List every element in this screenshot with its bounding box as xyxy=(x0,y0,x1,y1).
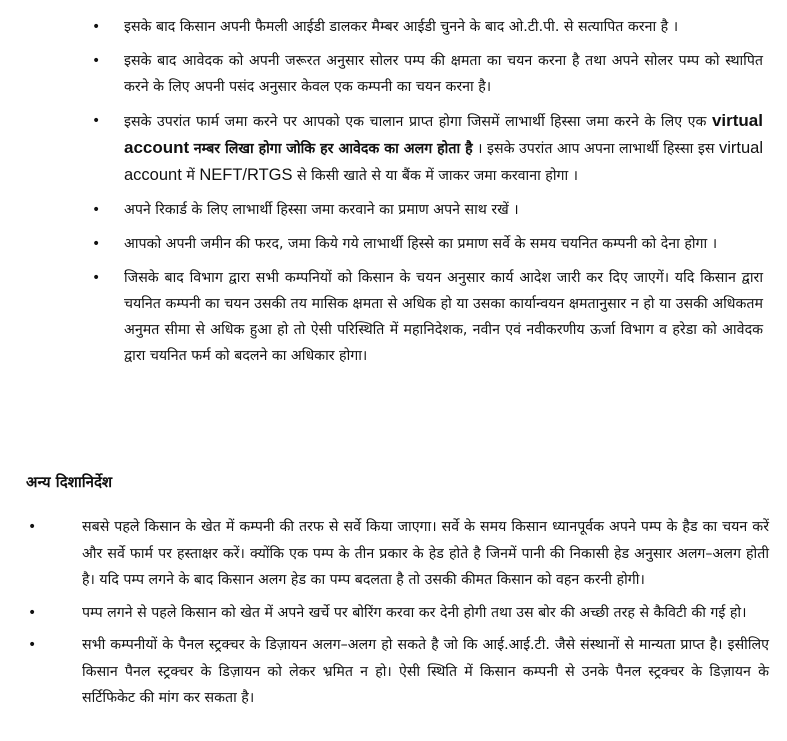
bullet-icon: • xyxy=(92,236,101,252)
list-item-text: अपने रिकार्ड के लिए लाभार्थी हिस्सा जमा करवाने का प्रमाण अपने साथ रखें । xyxy=(124,202,519,218)
list-item-text: सबसे पहले किसान के खेत में कम्पनी की तरफ से सर्वे किया जाएगा। सर्वे के समय किसान ध्यानपूर्वक अपने पम्प के हैड का चयन करें और सर्वे फार्म पर हस्ताक्षर करें। क्योंकि एक पम्प के तीन प्रकार के हेड होते है जिनमें पानी की निकासी हेड अनुसार अलग–अलग होती है। यदि पम्प लगने के बाद किसान अलग हेड का पम्प बदलता है तो उसकी कीमत किसान को वहन करनी होगी। xyxy=(82,519,769,588)
list-item-text: इसके बाद आवेदक को अपनी जरूरत अनुसार सोलर पम्प की क्षमता का चयन करना है तथा अपने सोलर पम्प को स्थापित करने के लिए अपनी पसंद अनुसार केवल एक कम्पनी का चयन करना है। xyxy=(124,53,763,95)
application-steps-list xyxy=(0,14,787,377)
list-item xyxy=(0,600,787,627)
list-item-text: पम्प लगने से पहले किसान को खेत में अपने खर्चे पर बोरिंग करवा कर देनी होगी तथा उस बोर की अच्छी तरह से कैविटी की गई हो। xyxy=(82,604,747,621)
list-item-text: सभी कम्पनीयों के पैनल स्ट्रक्चर के डिज़ायन अलग–अलग हो सकते है जो कि आई.आई.टी. जैसे संस्थानों से मान्यता प्राप्त है। इसीलिए किसान पैनल स्ट्रक्चर के डिज़ायन को लेकर भ्रमित न हो। ऐसी स्थिति में किसान कम्पनी से उनके पैनल स्ट्रक्चर के डिज़ायन के सर्टिफिकेट की मांग कर सकता है। xyxy=(82,637,769,706)
payment-method-text: NEFT/RTGS xyxy=(199,166,293,184)
bullet-icon: • xyxy=(92,53,101,69)
account-note-bold-text: नम्बर लिखा होगा जोकि हर आवेदक का अलग होता है xyxy=(193,141,473,157)
list-item xyxy=(0,14,787,40)
list-item-text: में xyxy=(186,168,195,184)
list-item xyxy=(0,108,787,189)
bullet-icon: • xyxy=(28,637,37,653)
list-item-text: इसके उपरांत फार्म जमा करने पर आपको एक चालान प्राप्त होगा जिसमें लाभार्थी हिस्सा जमा करने के लिए एक xyxy=(124,114,707,130)
bullet-icon: • xyxy=(92,19,101,35)
bullet-icon: • xyxy=(92,113,101,129)
virtual-account-bold-text: virtual account xyxy=(124,111,763,157)
list-item xyxy=(0,197,787,223)
virtual-account-text: virtual account xyxy=(124,139,763,184)
list-item-text: आपको अपनी जमीन की फरद, जमा किये गये लाभार्थी हिस्से का प्रमाण सर्वे के समय चयनित कम्पनी को देना होगा । xyxy=(124,236,718,252)
list-item xyxy=(0,632,787,712)
list-item xyxy=(0,48,787,100)
section-heading: अन्य दिशानिर्देश xyxy=(26,473,113,491)
list-item xyxy=(0,265,787,369)
bullet-icon: • xyxy=(92,202,101,218)
bullet-icon: • xyxy=(92,270,101,286)
list-item xyxy=(0,231,787,257)
list-item-text: । इसके उपरांत आप अपना लाभार्थी हिस्सा इस xyxy=(477,141,715,157)
bullet-icon: • xyxy=(28,604,37,621)
guidelines-list xyxy=(0,514,787,718)
bullet-icon: • xyxy=(28,519,37,535)
list-item-text: इसके बाद किसान अपनी फैमली आईडी डालकर मैम्बर आईडी चुनने के बाद ओ.टी.पी. से सत्यापित करना है । xyxy=(124,19,679,35)
list-item-text: से किसी खाते से या बैंक में जाकर जमा करवाना होगा । xyxy=(297,168,579,184)
list-item xyxy=(0,514,787,594)
list-item-text: जिसके बाद विभाग द्वारा सभी कम्पनियों को किसान के चयन अनुसार कार्य आदेश जारी कर दिए जाएगें। यदि किसान द्वारा चयनित कम्पनी का चयन उसकी तय मासिक क्षमता से अधिक हो या उसका कार्यान्वयन क्षमतानुसार न हो या उसकी अधिकतम अनुमत सीमा से अधिक हुआ हो तो ऐसी परिस्थिति में महानिदेशक, नवीन एवं नवीकरणीय ऊर्जा विभाग व हरेडा को आवेदक द्वारा चयनित फर्म को बदलने का अधिकार होगा। xyxy=(124,270,763,364)
